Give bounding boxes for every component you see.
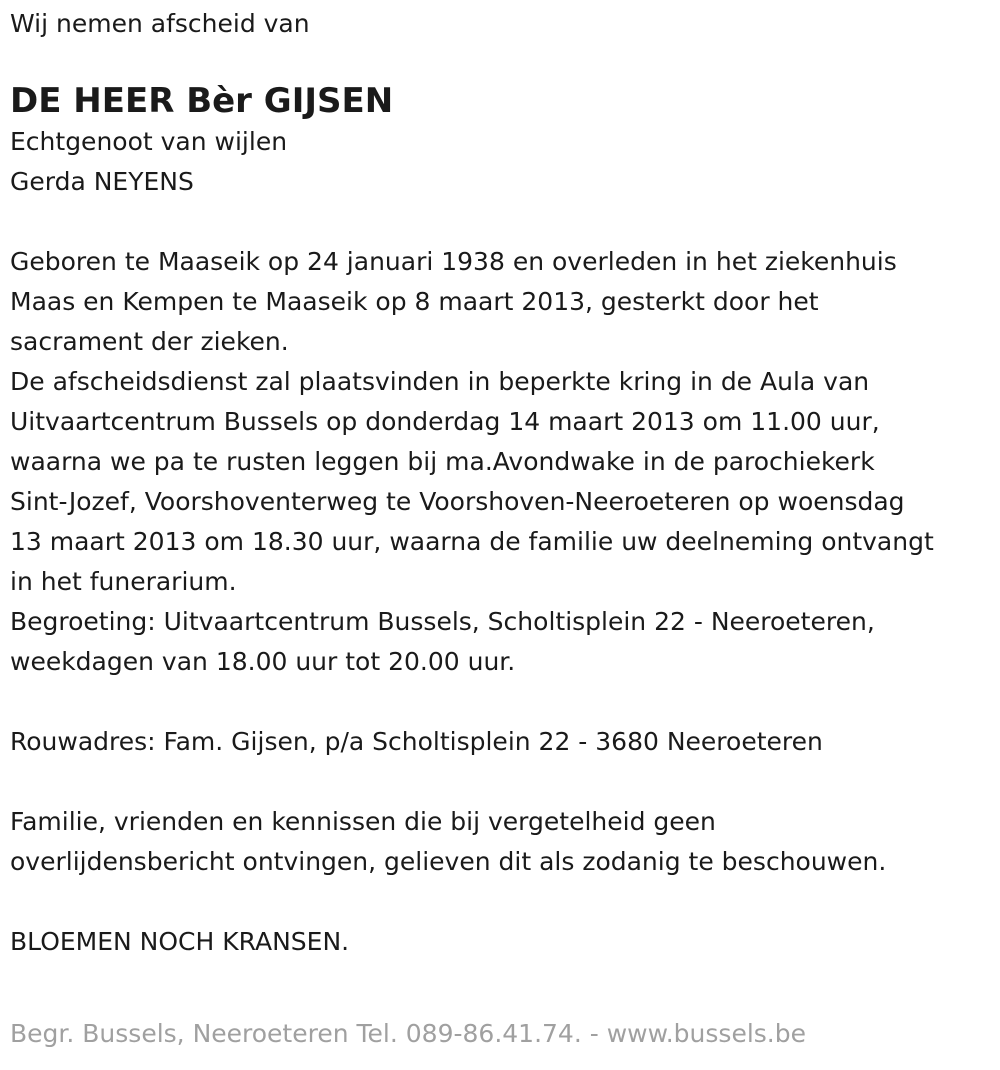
birth-death-line: sacrament der zieken.: [10, 327, 289, 356]
greeting-line: weekdagen van 18.00 uur tot 20.00 uur.: [10, 647, 516, 676]
address-section: [10, 722, 995, 762]
birth-death-line: Maas en Kempen te Maaseik op 8 maart 2013, gesterkt door het: [10, 287, 819, 316]
spouse-name: Gerda NEYENS: [10, 167, 194, 196]
mourning-address: Rouwadres: Fam. Gijsen, p/a Scholtisplein 22 - 3680 Neeroeteren: [10, 727, 823, 756]
flowers-note: BLOEMEN NOCH KRANSEN.: [10, 927, 350, 956]
spouse-section: [10, 122, 995, 202]
funeral-home-footer: Begr. Bussels, Neeroeteren Tel. 089-86.41.74. - www.bussels.be: [10, 1019, 806, 1048]
death-notice: [10, 4, 995, 962]
service-line: Uitvaartcentrum Bussels op donderdag 14 maart 2013 om 11.00 uur,: [10, 407, 880, 436]
birth-death-section: [10, 242, 995, 682]
service-line: 13 maart 2013 om 18.30 uur, waarna de familie uw deelneming ontvangt: [10, 527, 934, 556]
deceased-name: DE HEER Bèr GIJSEN: [10, 81, 394, 121]
family-section: [10, 802, 995, 882]
notice-intro: Wij nemen afscheid van: [10, 9, 310, 38]
family-line: Familie, vrienden en kennissen die bij vergetelheid geen: [10, 807, 716, 836]
service-line: in het funerarium.: [10, 567, 237, 596]
service-line: De afscheidsdienst zal plaatsvinden in beperkte kring in de Aula van: [10, 367, 870, 396]
flowers-section: [10, 922, 995, 962]
service-line: Sint-Jozef, Voorshoventerweg te Voorshoven-Neeroeteren op woensdag: [10, 487, 905, 516]
birth-death-line: Geboren te Maaseik op 24 januari 1938 en overleden in het ziekenhuis: [10, 247, 897, 276]
family-line: overlijdensbericht ontvingen, gelieven dit als zodanig te beschouwen.: [10, 847, 887, 876]
spouse-line: Echtgenoot van wijlen: [10, 127, 288, 156]
greeting-line: Begroeting: Uitvaartcentrum Bussels, Scholtisplein 22 - Neeroeteren,: [10, 607, 875, 636]
service-line: waarna we pa te rusten leggen bij ma.Avondwake in de parochiekerk: [10, 447, 875, 476]
